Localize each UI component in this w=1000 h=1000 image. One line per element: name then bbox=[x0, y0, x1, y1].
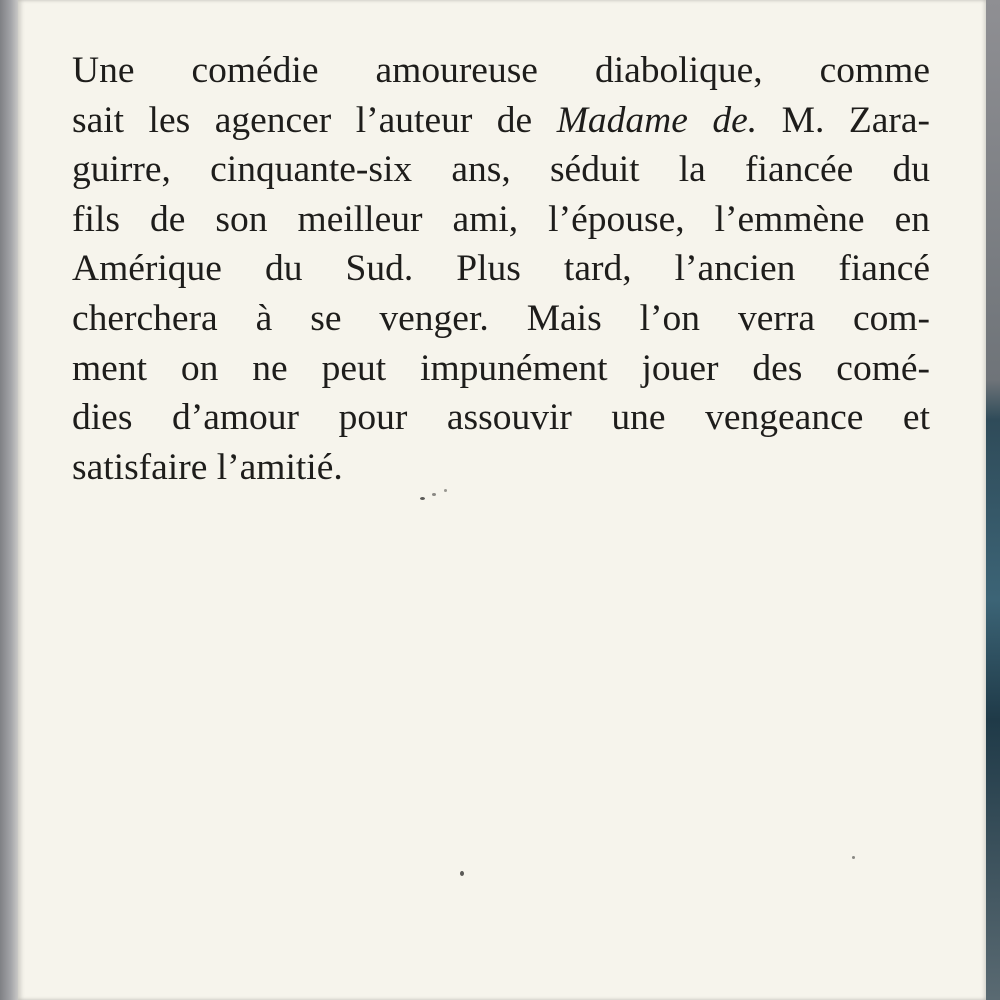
paper-speck bbox=[460, 871, 464, 876]
book-back-cover bbox=[18, 0, 986, 1000]
blurb-line-3: guirre, cinquante-six ans, séduit la fiancée du bbox=[72, 149, 930, 191]
book-title-reference: Madame de. bbox=[556, 99, 758, 141]
blurb-line-8: dies d’amour pour assouvir une vengeance et bbox=[72, 397, 930, 439]
blurb-line-4: fils de son meilleur ami, l’épouse, l’emmène en bbox=[72, 198, 930, 240]
blurb-line-6: cherchera à se venger. Mais l’on verra com- bbox=[72, 297, 930, 339]
blurb-line-5: Amérique du Sud. Plus tard, l’ancien fiancé bbox=[72, 248, 930, 290]
left-scan-edge bbox=[0, 0, 18, 1000]
blurb-paragraph bbox=[72, 46, 930, 492]
blurb-line-7: ment on ne peut impunément jouer des comé- bbox=[72, 347, 930, 389]
paper-speck bbox=[432, 493, 436, 496]
blurb-line-2-before: sait les agencer l’auteur de bbox=[72, 99, 557, 141]
blurb-line-2 bbox=[72, 96, 930, 146]
paper-speck bbox=[420, 497, 425, 500]
right-scan-edge bbox=[986, 0, 1000, 1000]
blurb-line-2-after: M. Zara- bbox=[757, 99, 931, 141]
paper-speck bbox=[852, 856, 855, 859]
blurb-line-1: Une comédie amoureuse diabolique, comme bbox=[72, 50, 930, 91]
paper-speck bbox=[444, 489, 447, 492]
blurb-line-9: satisfaire l’amitié. bbox=[72, 446, 343, 488]
